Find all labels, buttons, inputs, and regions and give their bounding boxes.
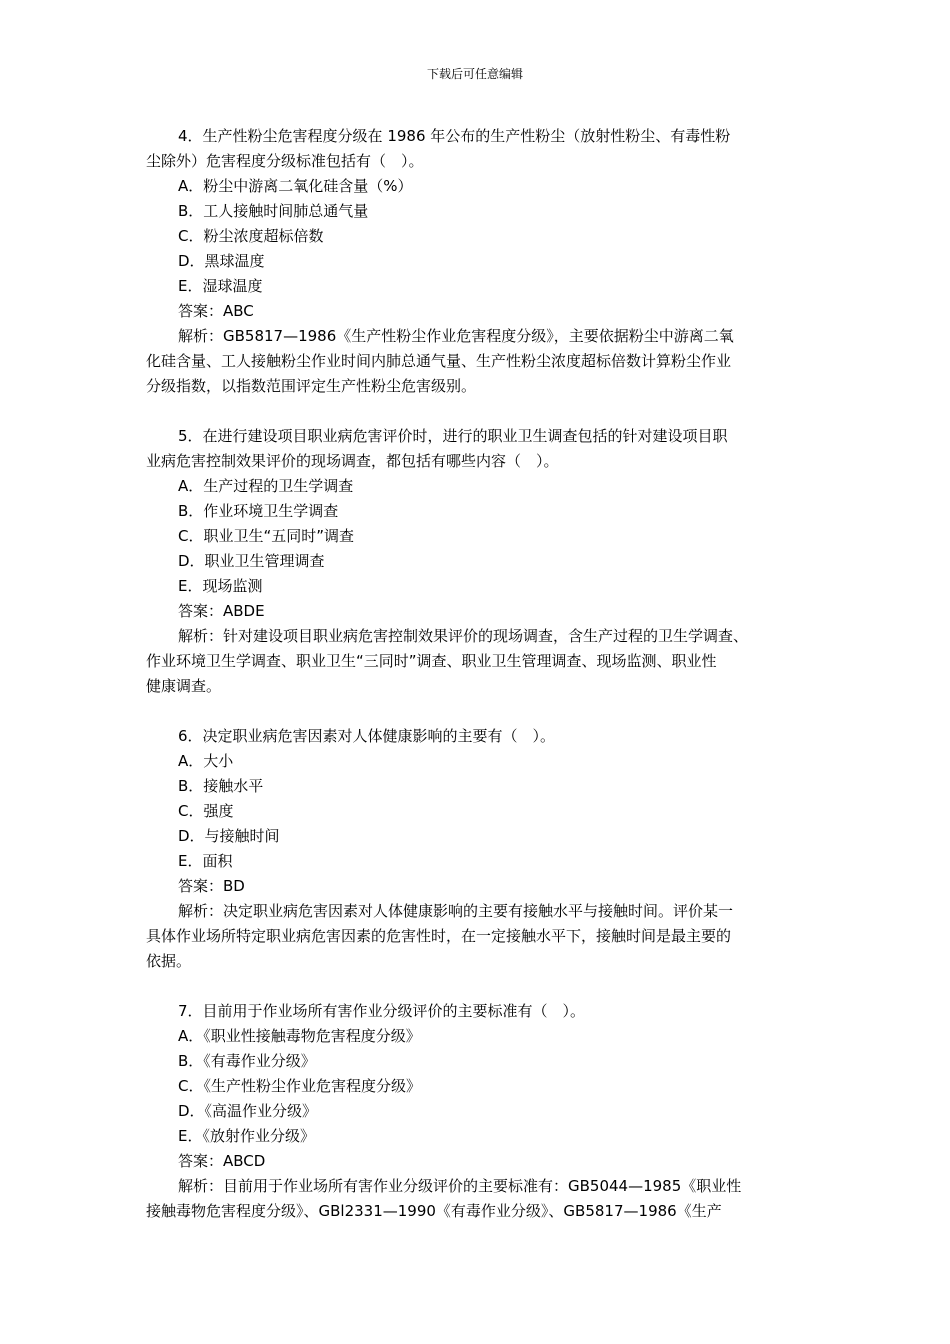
- analysis-line: 健康调查。: [146, 677, 222, 695]
- option-d: D．与接触时间: [178, 827, 280, 845]
- spacer: [146, 974, 810, 999]
- option-d: D．黑球温度: [178, 252, 265, 270]
- analysis-line: 化硅含量、工人接触粉尘作业时间内肺总通气量、生产性粉尘浓度超标倍数计算粉尘作业: [146, 352, 732, 370]
- analysis-line: 作业环境卫生学调查、职业卫生“三同时”调查、职业卫生管理调查、现场监测、职业性: [146, 652, 717, 670]
- question-stem-line: 7．目前用于作业场所有害作业分级评价的主要标准有（ ）。: [178, 1002, 586, 1020]
- question-5: [146, 424, 810, 699]
- answer: 答案：BD: [178, 877, 245, 895]
- analysis-line: 接触毒物危害程度分级》、GBl2331—1990《有毒作业分级》、GB5817—1986《生产: [146, 1202, 722, 1220]
- option-c: C．强度: [178, 802, 234, 820]
- option-d: D．《高温作业分级》: [178, 1102, 318, 1120]
- spacer: [146, 699, 810, 724]
- option-b: B．作业环境卫生学调查: [178, 502, 339, 520]
- question-stem-line: 尘除外）危害程度分级标准包括有（ ）。: [146, 152, 424, 170]
- option-e: E．《放射作业分级》: [178, 1127, 315, 1145]
- analysis-line: 具体作业场所特定职业病危害因素的危害性时，在一定接触水平下，接触时间是最主要的: [146, 927, 732, 945]
- page-header: 下载后可任意编辑: [426, 67, 523, 81]
- answer: 答案：ABC: [178, 302, 254, 320]
- option-b: B．工人接触时间肺总通气量: [178, 202, 369, 220]
- analysis-line: 分级指数，以指数范围评定生产性粉尘危害级别。: [146, 377, 477, 395]
- option-b: B．《有毒作业分级》: [178, 1052, 316, 1070]
- answer: 答案：ABDE: [178, 602, 265, 620]
- question-stem-line: 业病危害控制效果评价的现场调查，都包括有哪些内容（ ）。: [146, 452, 559, 470]
- option-b: B．接触水平: [178, 777, 264, 795]
- analysis-line: 解析：决定职业病危害因素对人体健康影响的主要有接触水平与接触时间。评价某一: [178, 902, 734, 920]
- option-a: A．《职业性接触毒物危害程度分级》: [178, 1027, 421, 1045]
- option-e: E．面积: [178, 852, 233, 870]
- option-e: E．湿球温度: [178, 277, 263, 295]
- question-stem-line: 5．在进行建设项目职业病危害评价时，进行的职业卫生调查包括的针对建设项目职: [178, 427, 728, 445]
- analysis-line: 解析：GB5817—1986《生产性粉尘作业危害程度分级》，主要依据粉尘中游离二氧: [178, 327, 734, 345]
- spacer: [146, 399, 810, 424]
- question-7: [146, 999, 810, 1224]
- option-a: A．粉尘中游离二氧化硅含量（%）: [178, 177, 413, 195]
- question-stem-line: 4．生产性粉尘危害程度分级在 1986 年公布的生产性粉尘（放射性粉尘、有毒性粉: [178, 127, 731, 145]
- analysis-line: 依据。: [146, 952, 192, 970]
- question-6: [146, 724, 810, 974]
- option-c: C．粉尘浓度超标倍数: [178, 227, 324, 245]
- option-a: A．生产过程的卫生学调查: [178, 477, 354, 495]
- option-e: E．现场监测: [178, 577, 263, 595]
- question-4: [146, 124, 810, 399]
- question-stem-line: 6．决定职业病危害因素对人体健康影响的主要有（ ）。: [178, 727, 556, 745]
- option-a: A．大小: [178, 752, 234, 770]
- option-d: D．职业卫生管理调查: [178, 552, 325, 570]
- option-c: C．职业卫生“五同时”调查: [178, 527, 355, 545]
- answer: 答案：ABCD: [178, 1152, 266, 1170]
- document-body: [146, 124, 810, 1224]
- analysis-line: 解析：目前用于作业场所有害作业分级评价的主要标准有：GB5044—1985《职业性: [178, 1177, 742, 1195]
- option-c: C．《生产性粉尘作业危害程度分级》: [178, 1077, 421, 1095]
- analysis-line: 解析：针对建设项目职业病危害控制效果评价的现场调查，含生产过程的卫生学调查、: [178, 627, 749, 645]
